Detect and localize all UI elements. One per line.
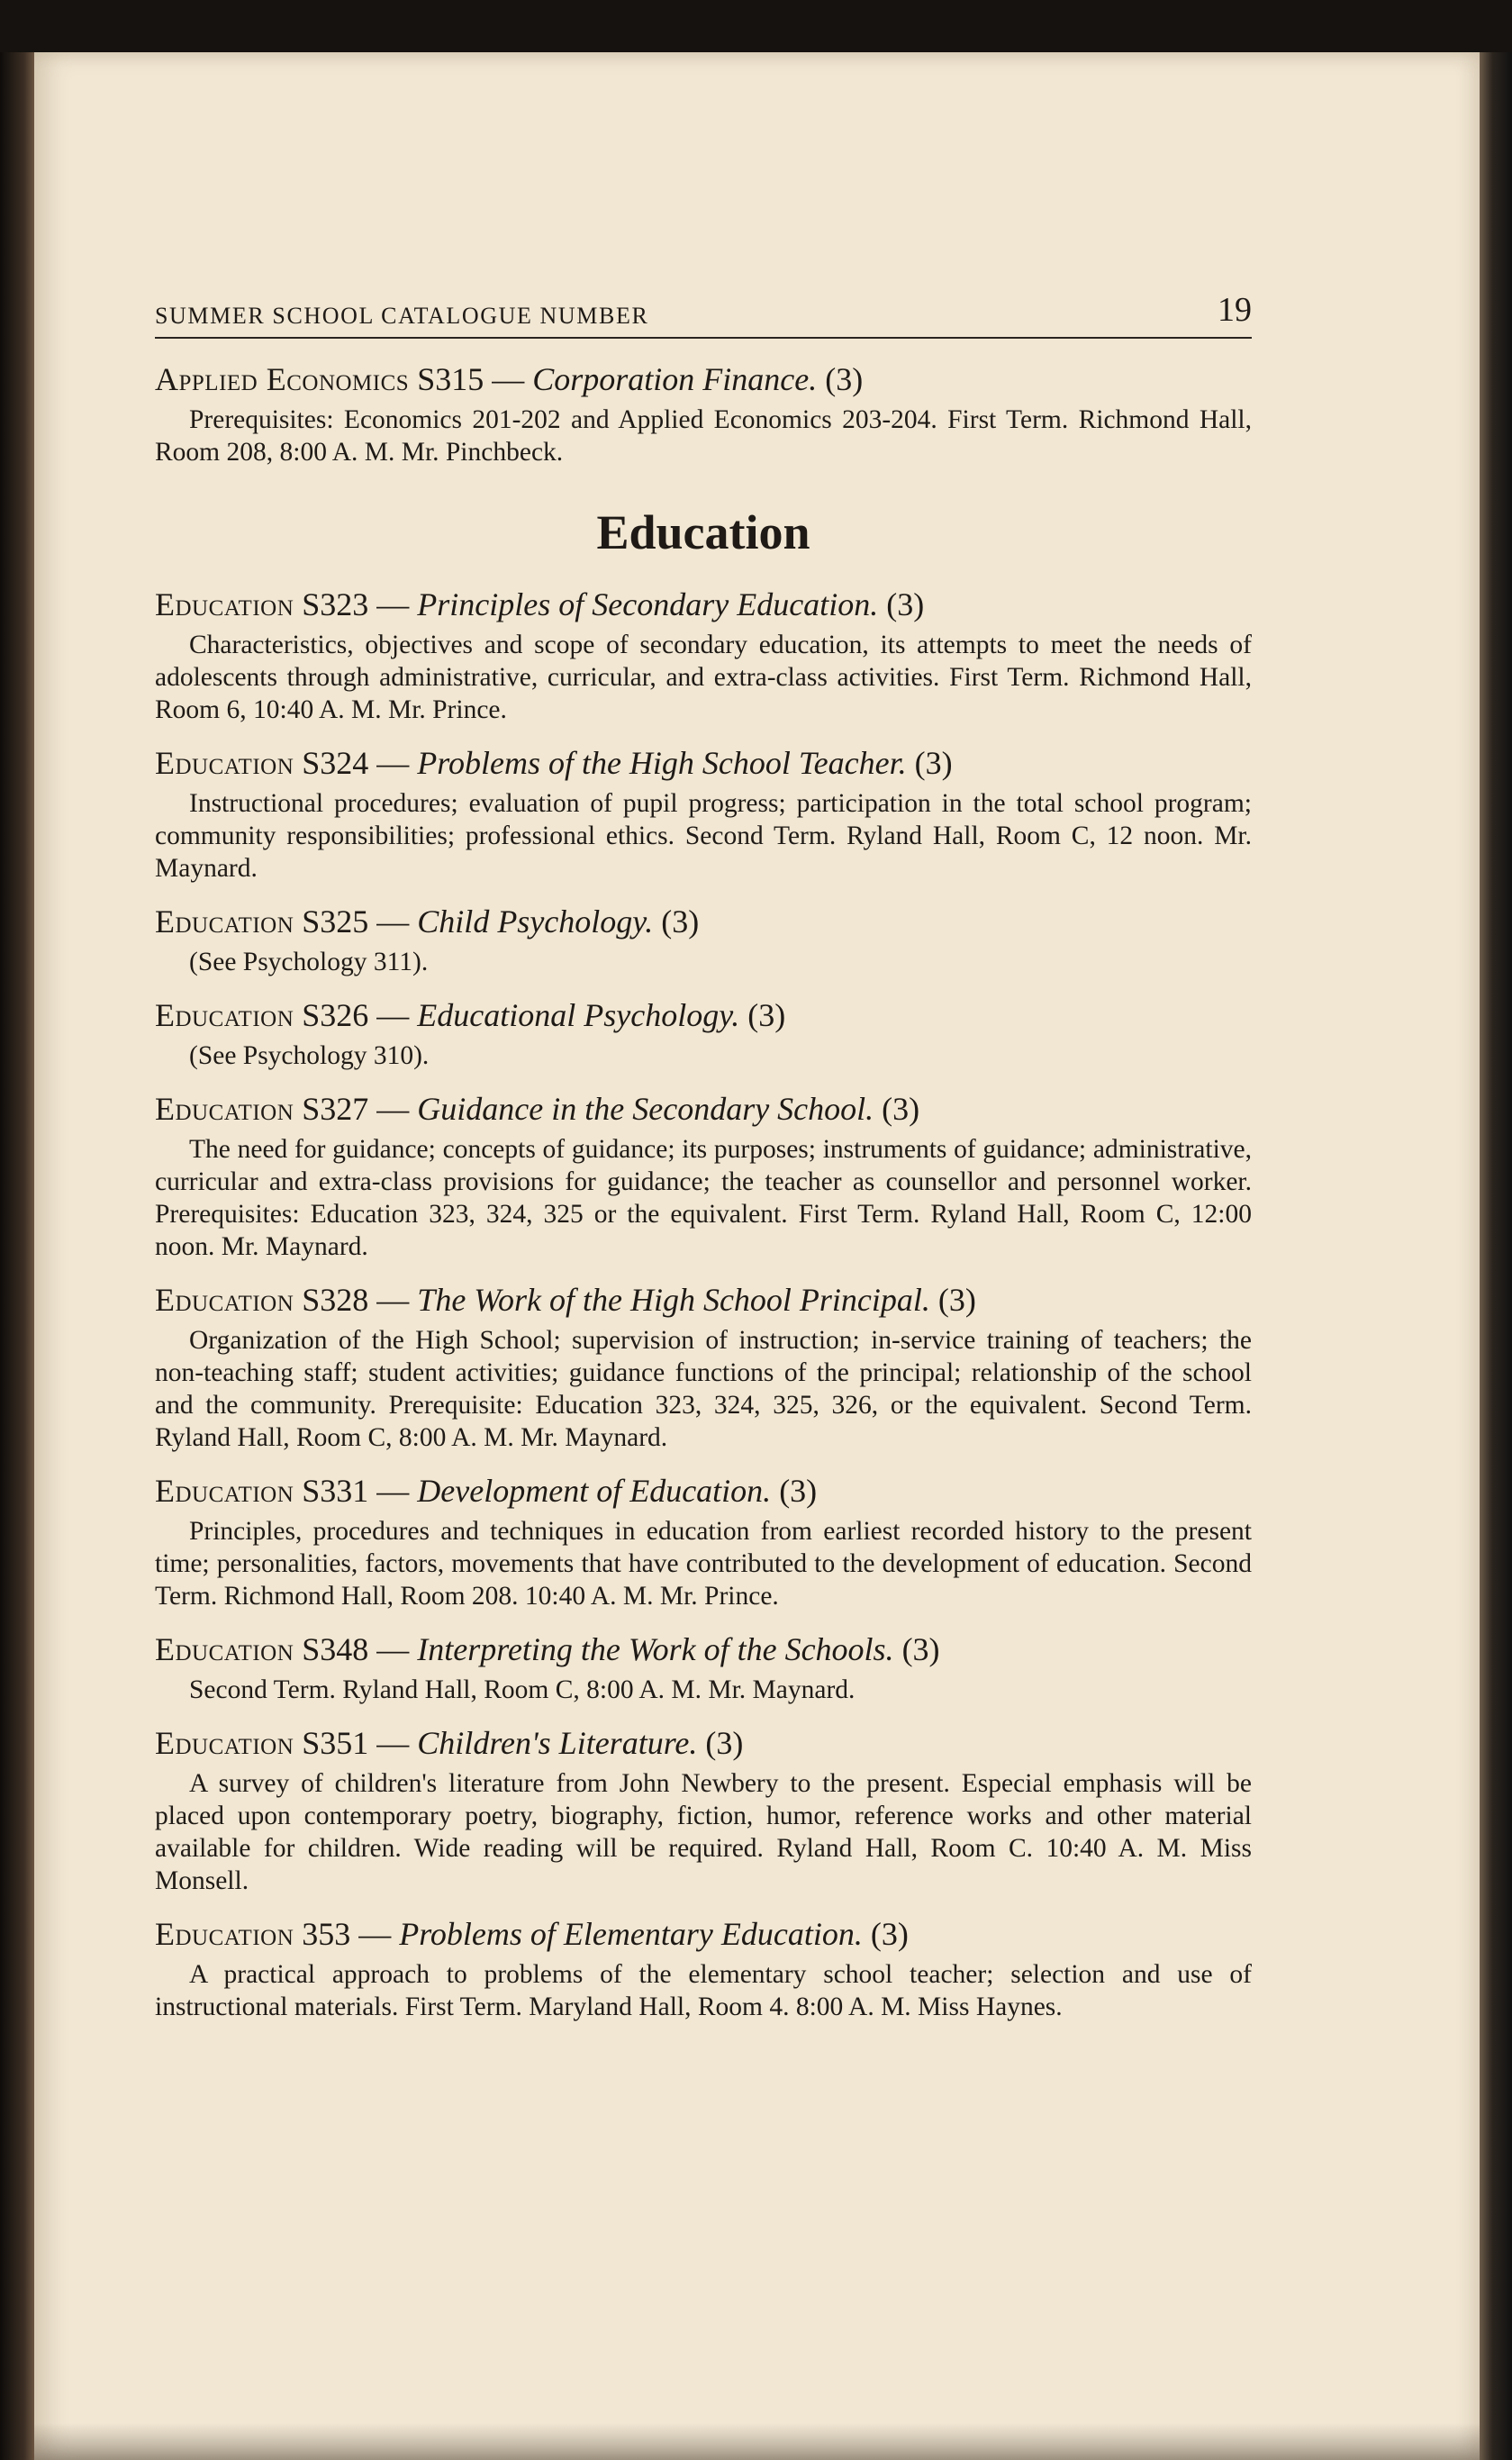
page-content [155, 290, 1252, 2023]
course-entry [155, 1722, 1252, 1897]
course-title [155, 1279, 1252, 1321]
course-entry [155, 584, 1252, 726]
course-credits: (3) [661, 903, 700, 940]
course-number: S323 [302, 586, 369, 622]
course-title [155, 584, 1252, 625]
course-name: Problems of Elementary Education. [399, 1916, 863, 1952]
course-credits: (3) [825, 361, 864, 397]
course-dept: Education [155, 1282, 294, 1318]
course-name: Development of Education. [417, 1473, 772, 1509]
course-description: (See Psychology 310). [189, 1041, 430, 1070]
course-credits: (3) [937, 1282, 976, 1318]
course-credits: (3) [747, 997, 786, 1033]
course-number: 353 [302, 1916, 351, 1952]
course-dash: — [492, 361, 525, 397]
running-title: SUMMER SCHOOL CATALOGUE NUMBER [155, 303, 649, 329]
running-header [155, 290, 1252, 339]
course-name: Child Psychology. [417, 903, 654, 940]
course-credits: (3) [870, 1916, 909, 1952]
course-entry [155, 1629, 1252, 1706]
course-credits: (3) [914, 745, 953, 781]
course-description: A practical approach to problems of the elementary school teacher; selection and use of instructional materials. First Term. Maryland Hall, Room 4. 8:00 A. M. Miss Haynes. [155, 1960, 1252, 2021]
course-dept: Education [155, 903, 294, 940]
book-spine-shadow [0, 52, 34, 2460]
course-description: Organization of the High School; supervision of instruction; in-service training of teachers; the non-teaching staff; student activities; guidance functions of the principal; relationship of the school and the community. Prerequisite: Education 323, 324, 325, 326, or the equivalent. Second Term. Ryland Hall, Room C, 8:00 A. M. Mr. Maynard. [155, 1326, 1252, 1452]
course-credits: (3) [882, 1091, 920, 1127]
course-name: Principles of Secondary Education. [417, 586, 879, 622]
course-description: (See Psychology 311). [189, 948, 429, 976]
course-dash: — [358, 1916, 392, 1952]
course-title [155, 1088, 1252, 1130]
page-bottom-shadow [34, 2423, 1480, 2460]
course-description: Prerequisites: Economics 201-202 and Applied Economics 203-204. First Term. Richmond Hall, Room 208, 8:00 A. M. Mr. Pinchbeck. [155, 405, 1252, 467]
course-credits: (3) [886, 586, 925, 622]
course-credits: (3) [901, 1631, 940, 1667]
course-number: S331 [302, 1473, 369, 1509]
course-dash: — [376, 1091, 410, 1127]
page-right-edge [1480, 52, 1512, 2460]
course-entry [155, 1088, 1252, 1263]
course-dept: Applied Economics [155, 361, 410, 397]
course-dash: — [376, 903, 410, 940]
course-number: S325 [302, 903, 369, 940]
course-number: S315 [417, 361, 484, 397]
course-number: S348 [302, 1631, 369, 1667]
course-entry [155, 742, 1252, 885]
course-name: Educational Psychology. [417, 997, 740, 1033]
course-dept: Education [155, 1473, 294, 1509]
course-dash: — [376, 1631, 410, 1667]
course-title [155, 1722, 1252, 1764]
course-dash: — [376, 745, 410, 781]
course-name: Guidance in the Secondary School. [417, 1091, 874, 1127]
course-title [155, 901, 1252, 942]
course-number: S326 [302, 997, 369, 1033]
course-number: S324 [302, 745, 369, 781]
course-name: Corporation Finance. [532, 361, 818, 397]
course-list-education [155, 584, 1252, 2023]
course-number: S327 [302, 1091, 369, 1127]
course-name: Problems of the High School Teacher. [417, 745, 907, 781]
course-description: A survey of children's literature from John Newbery to the present. Especial emphasis will be placed upon contemporary poetry, biography, fiction, humor, reference works and other material available for children. Wide reading will be required. Ryland Hall, Room C. 10:40 A. M. Miss Monsell. [155, 1769, 1252, 1895]
course-dept: Education [155, 1091, 294, 1127]
course-entry [155, 1470, 1252, 1612]
course-description: Characteristics, objectives and scope of secondary education, its attempts to meet the needs of adolescents through administrative, curricular, and extra-class activities. First Term. Richmond Hall, Room 6, 10:40 A. M. Mr. Prince. [155, 631, 1252, 724]
course-dash: — [376, 586, 410, 622]
course-entry [155, 901, 1252, 978]
course-entry [155, 359, 1252, 468]
course-dash: — [376, 1282, 410, 1318]
course-list-top [155, 359, 1252, 468]
course-name: Interpreting the Work of the Schools. [417, 1631, 894, 1667]
course-dept: Education [155, 1916, 294, 1952]
course-title [155, 1470, 1252, 1511]
course-name: The Work of the High School Principal. [417, 1282, 930, 1318]
course-description: Instructional procedures; evaluation of pupil progress; participation in the total school program; community responsibilities; professional ethics. Second Term. Ryland Hall, Room C, 12 noon. Mr. Maynard. [155, 789, 1252, 883]
page-number: 19 [1218, 291, 1252, 329]
course-credits: (3) [779, 1473, 818, 1509]
course-title [155, 1629, 1252, 1670]
course-credits: (3) [705, 1725, 744, 1761]
course-number: S351 [302, 1725, 369, 1761]
course-entry [155, 1279, 1252, 1454]
course-number: S328 [302, 1282, 369, 1318]
course-description: Second Term. Ryland Hall, Room C, 8:00 A. M. Mr. Maynard. [189, 1675, 856, 1704]
course-description: The need for guidance; concepts of guidance; its purposes; instruments of guidance; administrative, curricular and extra-class provisions for guidance; the teacher as counsellor and personnel worker. Prerequisites: Education 323, 324, 325 or the equivalent. First Term. Ryland Hall, Room C, 12:00 noon. Mr. Maynard. [155, 1135, 1252, 1261]
scan-top-border [0, 0, 1512, 52]
course-dept: Education [155, 1725, 294, 1761]
course-title [155, 742, 1252, 784]
course-dept: Education [155, 745, 294, 781]
course-dept: Education [155, 586, 294, 622]
course-dept: Education [155, 1631, 294, 1667]
course-dash: — [376, 1725, 410, 1761]
course-dept: Education [155, 997, 294, 1033]
section-heading-education: Education [596, 505, 810, 559]
course-dash: — [376, 997, 410, 1033]
course-name: Children's Literature. [417, 1725, 698, 1761]
course-title [155, 359, 1252, 400]
course-description: Principles, procedures and techniques in education from earliest recorded history to the present time; personalities, factors, movements that have contributed to the development of education. Second Term. Richmond Hall, Room 208. 10:40 A. M. Mr. Prince. [155, 1517, 1252, 1611]
course-entry [155, 1913, 1252, 2023]
course-entry [155, 994, 1252, 1072]
course-dash: — [376, 1473, 410, 1509]
course-title [155, 994, 1252, 1036]
course-title [155, 1913, 1252, 1955]
